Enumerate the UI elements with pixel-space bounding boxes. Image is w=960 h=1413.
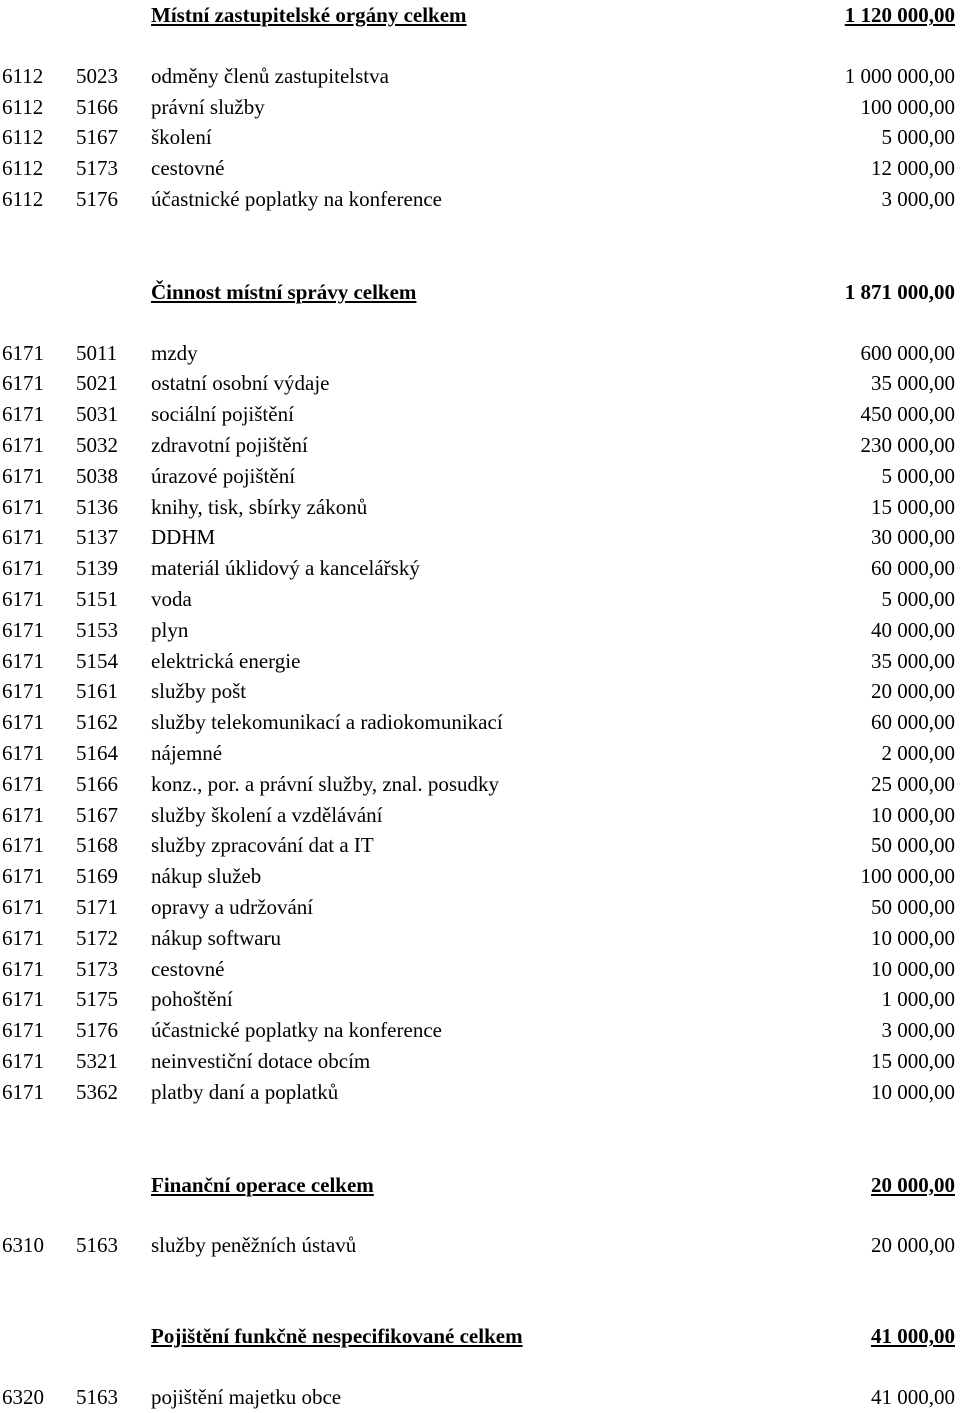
item-amount: 3 000,00 — [881, 1018, 955, 1043]
item-code: 5154 — [76, 648, 118, 673]
item-code: 5173 — [76, 156, 118, 181]
item-amount: 35 000,00 — [871, 371, 955, 396]
item-name: cestovné — [151, 156, 225, 181]
item-code: 5171 — [76, 894, 118, 919]
item-name: elektrická energie — [151, 648, 301, 673]
item-code: 5169 — [76, 864, 118, 889]
section-header — [0, 1321, 960, 1352]
item-amount: 10 000,00 — [871, 925, 955, 950]
budget-row — [0, 399, 960, 430]
item-name: právní služby — [151, 94, 265, 119]
paragraph-code: 6171 — [2, 432, 44, 457]
paragraph-code: 6171 — [2, 617, 44, 642]
item-name: materiál úklidový a kancelářský — [151, 556, 420, 581]
section-title: Místní zastupitelské orgány celkem — [151, 3, 467, 27]
paragraph-code: 6112 — [2, 125, 44, 150]
item-name: účastnické poplatky na konference — [151, 1018, 442, 1043]
item-amount: 60 000,00 — [871, 710, 955, 735]
budget-row — [0, 461, 960, 492]
item-code: 5162 — [76, 710, 118, 735]
item-name: konz., por. a právní služby, znal. posudky — [151, 771, 499, 796]
item-amount: 15 000,00 — [871, 1048, 955, 1073]
budget-row — [0, 1382, 960, 1413]
section-title: Pojištění funkčně nespecifikované celkem — [151, 1324, 523, 1349]
item-name: služby školení a vzdělávání — [151, 802, 383, 827]
budget-row — [0, 1015, 960, 1046]
budget-row — [0, 954, 960, 985]
paragraph-code: 6171 — [2, 402, 44, 427]
item-amount: 50 000,00 — [871, 894, 955, 919]
paragraph-code: 6171 — [2, 463, 44, 488]
item-amount: 35 000,00 — [871, 648, 955, 673]
item-name: knihy, tisk, sbírky zákonů — [151, 494, 368, 519]
paragraph-code: 6171 — [2, 494, 44, 519]
budget-row — [0, 707, 960, 738]
paragraph-code: 6171 — [2, 648, 44, 673]
budget-row — [0, 646, 960, 677]
item-amount: 10 000,00 — [871, 802, 955, 827]
paragraph-code: 6171 — [2, 925, 44, 950]
item-name: služby zpracování dat a IT — [151, 833, 374, 858]
item-name: odměny členů zastupitelstva — [151, 63, 389, 88]
item-code: 5167 — [76, 125, 118, 150]
paragraph-code: 6171 — [2, 1018, 44, 1043]
item-amount: 40 000,00 — [871, 617, 955, 642]
paragraph-code: 6171 — [2, 556, 44, 581]
budget-row — [0, 122, 960, 153]
budget-row — [0, 984, 960, 1015]
paragraph-code: 6171 — [2, 586, 44, 611]
item-name: účastnické poplatky na konference — [151, 186, 442, 211]
section-header — [0, 0, 960, 31]
budget-row — [0, 1046, 960, 1077]
budget-row — [0, 769, 960, 800]
budget-row — [0, 1230, 960, 1261]
section-title: Činnost místní správy celkem — [151, 279, 417, 304]
paragraph-code: 6171 — [2, 1048, 44, 1073]
item-name: služby telekomunikací a radiokomunikací — [151, 710, 503, 735]
item-name: ostatní osobní výdaje — [151, 371, 330, 396]
item-code: 5021 — [76, 371, 118, 396]
item-code: 5163 — [76, 1384, 118, 1409]
budget-row — [0, 61, 960, 92]
budget-row — [0, 584, 960, 615]
item-code: 5362 — [76, 1079, 118, 1104]
item-code: 5172 — [76, 925, 118, 950]
item-amount: 100 000,00 — [860, 94, 955, 119]
item-code: 5153 — [76, 617, 118, 642]
section-title: Finanční operace celkem — [151, 1172, 374, 1197]
item-amount: 5 000,00 — [881, 463, 955, 488]
item-name: cestovné — [151, 956, 225, 981]
item-name: služby pošt — [151, 679, 247, 704]
item-amount: 60 000,00 — [871, 556, 955, 581]
item-amount: 15 000,00 — [871, 494, 955, 519]
budget-row — [0, 184, 960, 215]
section-header — [0, 277, 960, 308]
item-name: pohoštění — [151, 987, 233, 1012]
item-code: 5168 — [76, 833, 118, 858]
item-amount: 41 000,00 — [871, 1384, 955, 1409]
budget-row — [0, 892, 960, 923]
item-amount: 5 000,00 — [881, 125, 955, 150]
paragraph-code: 6171 — [2, 956, 44, 981]
item-name: zdravotní pojištění — [151, 432, 308, 457]
item-code: 5151 — [76, 586, 118, 611]
paragraph-code: 6171 — [2, 894, 44, 919]
budget-row — [0, 923, 960, 954]
paragraph-code: 6171 — [2, 833, 44, 858]
item-name: voda — [151, 586, 192, 611]
item-amount: 20 000,00 — [871, 679, 955, 704]
item-code: 5032 — [76, 432, 118, 457]
budget-row — [0, 1077, 960, 1108]
paragraph-code: 6171 — [2, 987, 44, 1012]
budget-row — [0, 368, 960, 399]
item-code: 5167 — [76, 802, 118, 827]
paragraph-code: 6112 — [2, 156, 44, 181]
item-name: platby daní a poplatků — [151, 1079, 339, 1104]
item-amount: 20 000,00 — [871, 1233, 955, 1258]
item-amount: 50 000,00 — [871, 833, 955, 858]
budget-row — [0, 430, 960, 461]
item-amount: 3 000,00 — [881, 186, 955, 211]
paragraph-code: 6320 — [2, 1384, 44, 1409]
item-code: 5176 — [76, 186, 118, 211]
item-code: 5164 — [76, 740, 118, 765]
item-amount: 25 000,00 — [871, 771, 955, 796]
section-total: 1 120 000,00 — [844, 3, 955, 27]
item-amount: 100 000,00 — [860, 864, 955, 889]
paragraph-code: 6171 — [2, 802, 44, 827]
item-name: nákup služeb — [151, 864, 262, 889]
item-name: mzdy — [151, 340, 198, 365]
item-name: sociální pojištění — [151, 402, 294, 427]
item-name: neinvestiční dotace obcím — [151, 1048, 371, 1073]
budget-row — [0, 615, 960, 646]
paragraph-code: 6171 — [2, 710, 44, 735]
budget-row — [0, 338, 960, 369]
item-code: 5136 — [76, 494, 118, 519]
budget-row — [0, 522, 960, 553]
item-code: 5176 — [76, 1018, 118, 1043]
item-name: plyn — [151, 617, 189, 642]
paragraph-code: 6310 — [2, 1233, 44, 1258]
section-total: 41 000,00 — [871, 1324, 955, 1349]
item-name: nájemné — [151, 740, 223, 765]
item-code: 5173 — [76, 956, 118, 981]
paragraph-code: 6171 — [2, 864, 44, 889]
paragraph-code: 6112 — [2, 186, 44, 211]
paragraph-code: 6112 — [2, 63, 44, 88]
item-name: služby peněžních ústavů — [151, 1233, 357, 1258]
budget-row — [0, 553, 960, 584]
budget-row — [0, 153, 960, 184]
item-code: 5161 — [76, 679, 118, 704]
item-amount: 5 000,00 — [881, 586, 955, 611]
item-amount: 12 000,00 — [871, 156, 955, 181]
item-code: 5175 — [76, 987, 118, 1012]
item-amount: 10 000,00 — [871, 1079, 955, 1104]
section-total: 20 000,00 — [871, 1172, 955, 1197]
item-code: 5139 — [76, 556, 118, 581]
item-code: 5163 — [76, 1233, 118, 1258]
paragraph-code: 6171 — [2, 679, 44, 704]
item-name: školení — [151, 125, 212, 150]
paragraph-code: 6171 — [2, 525, 44, 550]
paragraph-code: 6171 — [2, 1079, 44, 1104]
paragraph-code: 6171 — [2, 740, 44, 765]
item-code: 5031 — [76, 402, 118, 427]
budget-row — [0, 738, 960, 769]
budget-row — [0, 800, 960, 831]
item-amount: 30 000,00 — [871, 525, 955, 550]
paragraph-code: 6171 — [2, 771, 44, 796]
item-amount: 1 000 000,00 — [844, 63, 955, 88]
budget-row — [0, 676, 960, 707]
paragraph-code: 6171 — [2, 340, 44, 365]
item-code: 5166 — [76, 94, 118, 119]
item-code: 5166 — [76, 771, 118, 796]
paragraph-code: 6112 — [2, 94, 44, 119]
item-name: opravy a udržování — [151, 894, 314, 919]
item-amount: 2 000,00 — [881, 740, 955, 765]
section-header — [0, 1170, 960, 1201]
item-code: 5321 — [76, 1048, 118, 1073]
item-code: 5038 — [76, 463, 118, 488]
item-amount: 1 000,00 — [881, 987, 955, 1012]
item-name: DDHM — [151, 525, 216, 550]
item-amount: 600 000,00 — [860, 340, 955, 365]
section-total: 1 871 000,00 — [844, 279, 955, 304]
item-name: nákup softwaru — [151, 925, 282, 950]
budget-row — [0, 861, 960, 892]
budget-row — [0, 492, 960, 523]
item-amount: 230 000,00 — [860, 432, 955, 457]
budget-row — [0, 92, 960, 123]
item-name: úrazové pojištění — [151, 463, 296, 488]
item-code: 5011 — [76, 340, 118, 365]
item-amount: 450 000,00 — [860, 402, 955, 427]
item-amount: 10 000,00 — [871, 956, 955, 981]
item-name: pojištění majetku obce — [151, 1384, 342, 1409]
budget-row — [0, 830, 960, 861]
item-code: 5137 — [76, 525, 118, 550]
item-code: 5023 — [76, 63, 118, 88]
paragraph-code: 6171 — [2, 371, 44, 396]
